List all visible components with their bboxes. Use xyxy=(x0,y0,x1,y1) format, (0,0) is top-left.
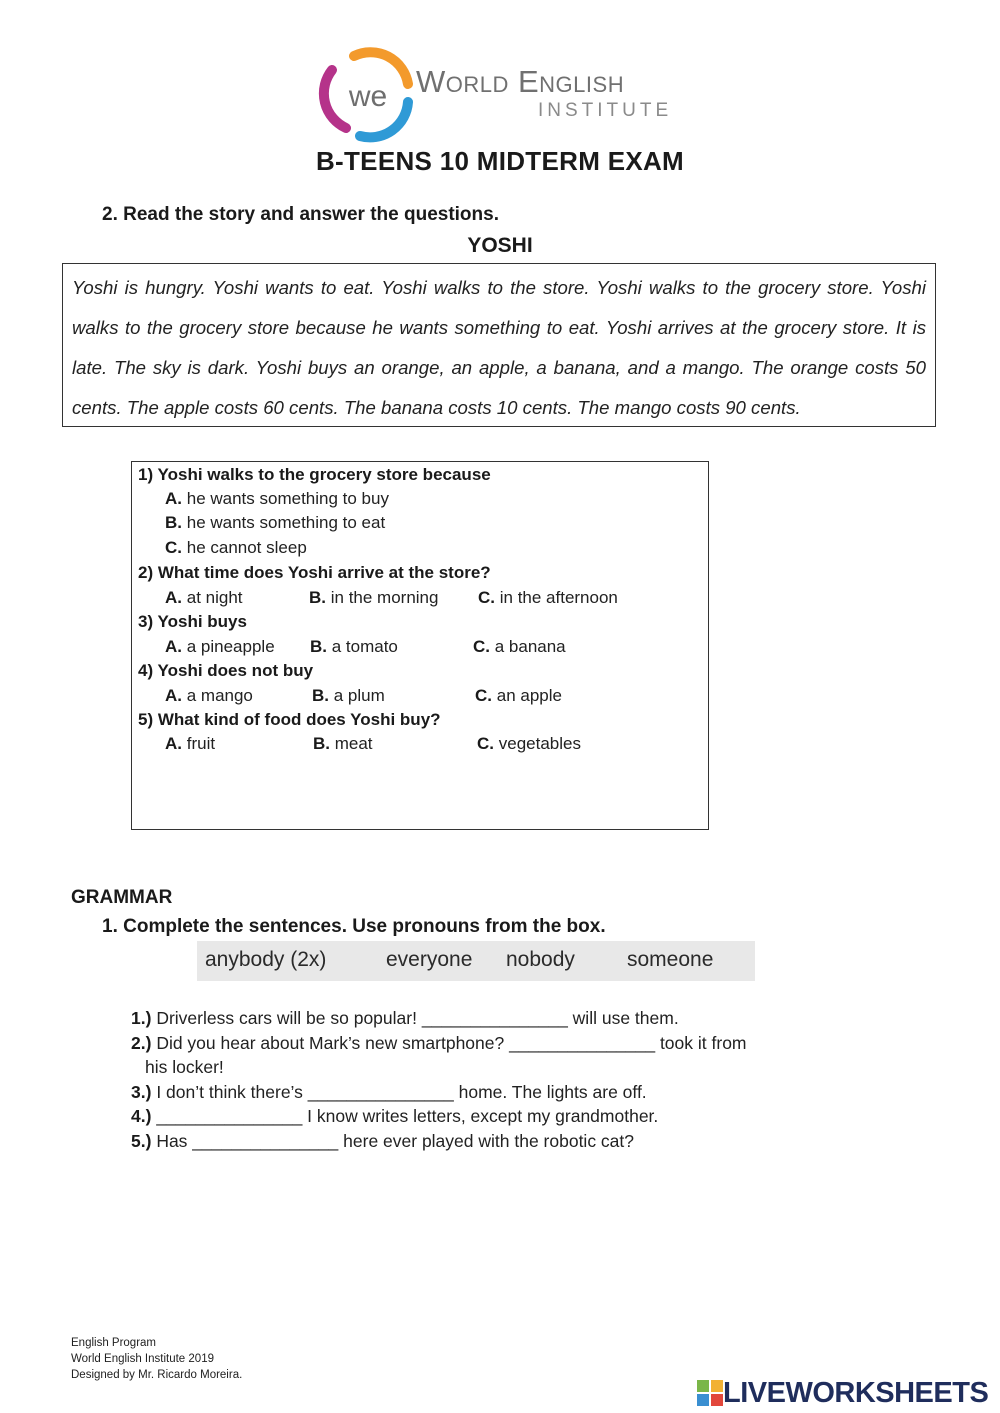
question-4-option-b[interactable]: B. a plum xyxy=(312,686,385,705)
question-2-option-c[interactable]: C. in the afternoon xyxy=(478,588,618,607)
word-box xyxy=(197,941,755,981)
sentence-5-text[interactable]: Has _______________ here ever played with the robotic cat? xyxy=(156,1131,635,1151)
logo-emblem-text: we xyxy=(348,80,388,113)
question-4-option-a[interactable]: A. a mango xyxy=(165,686,253,705)
question-5: 5) What kind of food does Yoshi buy? xyxy=(138,710,441,729)
question-3-option-a[interactable]: A. a pineapple xyxy=(165,637,275,656)
sentence-3-text[interactable]: I don’t think there’s _______________ home. The lights are off. xyxy=(156,1082,647,1102)
sentence-4-text[interactable]: _______________ I know writes letters, except my grandmother. xyxy=(156,1106,659,1126)
logo-line-2: INSTITUTE xyxy=(538,100,673,121)
footer-line-1: English Program xyxy=(71,1337,157,1349)
liveworksheets-watermark[interactable] xyxy=(697,1374,988,1412)
question-2-option-a[interactable]: A. at night xyxy=(165,588,243,607)
word-box-item: nobody xyxy=(506,948,575,971)
question-3-option-c[interactable]: C. a banana xyxy=(473,637,566,656)
grammar-sentence-2: 2.) Did you hear about Mark’s new smartphone? _______________ took it from xyxy=(131,1033,747,1053)
story-title: YOSHI xyxy=(467,234,533,257)
grammar-sentence-2-continuation: his locker! xyxy=(145,1057,224,1077)
question-1: 1) Yoshi walks to the grocery store because xyxy=(138,465,491,484)
reading-heading: 2. Read the story and answer the questions. xyxy=(102,204,499,225)
word-box-item: anybody (2x) xyxy=(205,948,327,971)
word-box-item: everyone xyxy=(386,948,473,971)
sentence-2-text[interactable]: Did you hear about Mark’s new smartphone? _______________ took it from xyxy=(156,1033,747,1053)
story-text: Yoshi is hungry. Yoshi wants to eat. Yoshi walks to the store. Yoshi walks to the grocery store. Yoshi walks to the grocery store because he wants something to eat. Yoshi arrives at the grocery store. It is late. The sky is dark. Yoshi buys an orange, an apple, a banana, and a mango. The orange costs 50 cents. The apple costs 60 cents. The banana costs 10 cents. The mango costs 90 cents. xyxy=(72,277,926,418)
story-box xyxy=(62,263,936,427)
footer-line-3: Designed by Mr. Ricardo Moreira. xyxy=(71,1369,243,1381)
word-box-item: someone xyxy=(627,948,714,971)
grammar-sentence-5: 5.) Has _______________ here ever played with the robotic cat? xyxy=(131,1131,635,1151)
question-2: 2) What time does Yoshi arrive at the store? xyxy=(138,563,491,582)
question-5-option-c[interactable]: C. vegetables xyxy=(477,734,581,753)
institute-logo xyxy=(316,44,676,144)
grammar-title: GRAMMAR xyxy=(71,887,173,908)
question-3: 3) Yoshi buys xyxy=(138,612,247,631)
question-3-option-b[interactable]: B. a tomato xyxy=(310,637,398,656)
exam-title: B-TEENS 10 MIDTERM EXAM xyxy=(315,146,685,176)
liveworksheets-logo-icon xyxy=(697,1380,723,1406)
question-2-option-b[interactable]: B. in the morning xyxy=(309,588,439,607)
question-5-option-a[interactable]: A. fruit xyxy=(165,734,216,753)
grammar-sentence-1: 1.) Driverless cars will be so popular! _______________ will use them. xyxy=(131,1008,679,1028)
grammar-sentence-3: 3.) I don’t think there’s _______________ home. The lights are off. xyxy=(131,1082,647,1102)
liveworksheets-text: LIVEWORKSHEETS xyxy=(723,1376,989,1409)
we-emblem-icon xyxy=(316,44,416,144)
question-1-option-c[interactable]: C. he cannot sleep xyxy=(165,538,307,557)
question-5-option-b[interactable]: B. meat xyxy=(313,734,373,753)
sentence-1-text[interactable]: Driverless cars will be so popular! _______________ will use them. xyxy=(156,1008,679,1028)
question-4: 4) Yoshi does not buy xyxy=(138,661,314,680)
grammar-instruction: 1. Complete the sentences. Use pronouns from the box. xyxy=(102,916,606,937)
question-1-option-a[interactable]: A. he wants something to buy xyxy=(165,489,389,508)
question-4-option-c[interactable]: C. an apple xyxy=(475,686,562,705)
footer-line-2: World English Institute 2019 xyxy=(71,1353,214,1365)
grammar-sentence-4: 4.) _______________ I know writes letters, except my grandmother. xyxy=(131,1106,659,1126)
logo-line-1: World English xyxy=(416,64,625,99)
questions-box xyxy=(131,461,709,830)
question-1-option-b[interactable]: B. he wants something to eat xyxy=(165,513,386,532)
